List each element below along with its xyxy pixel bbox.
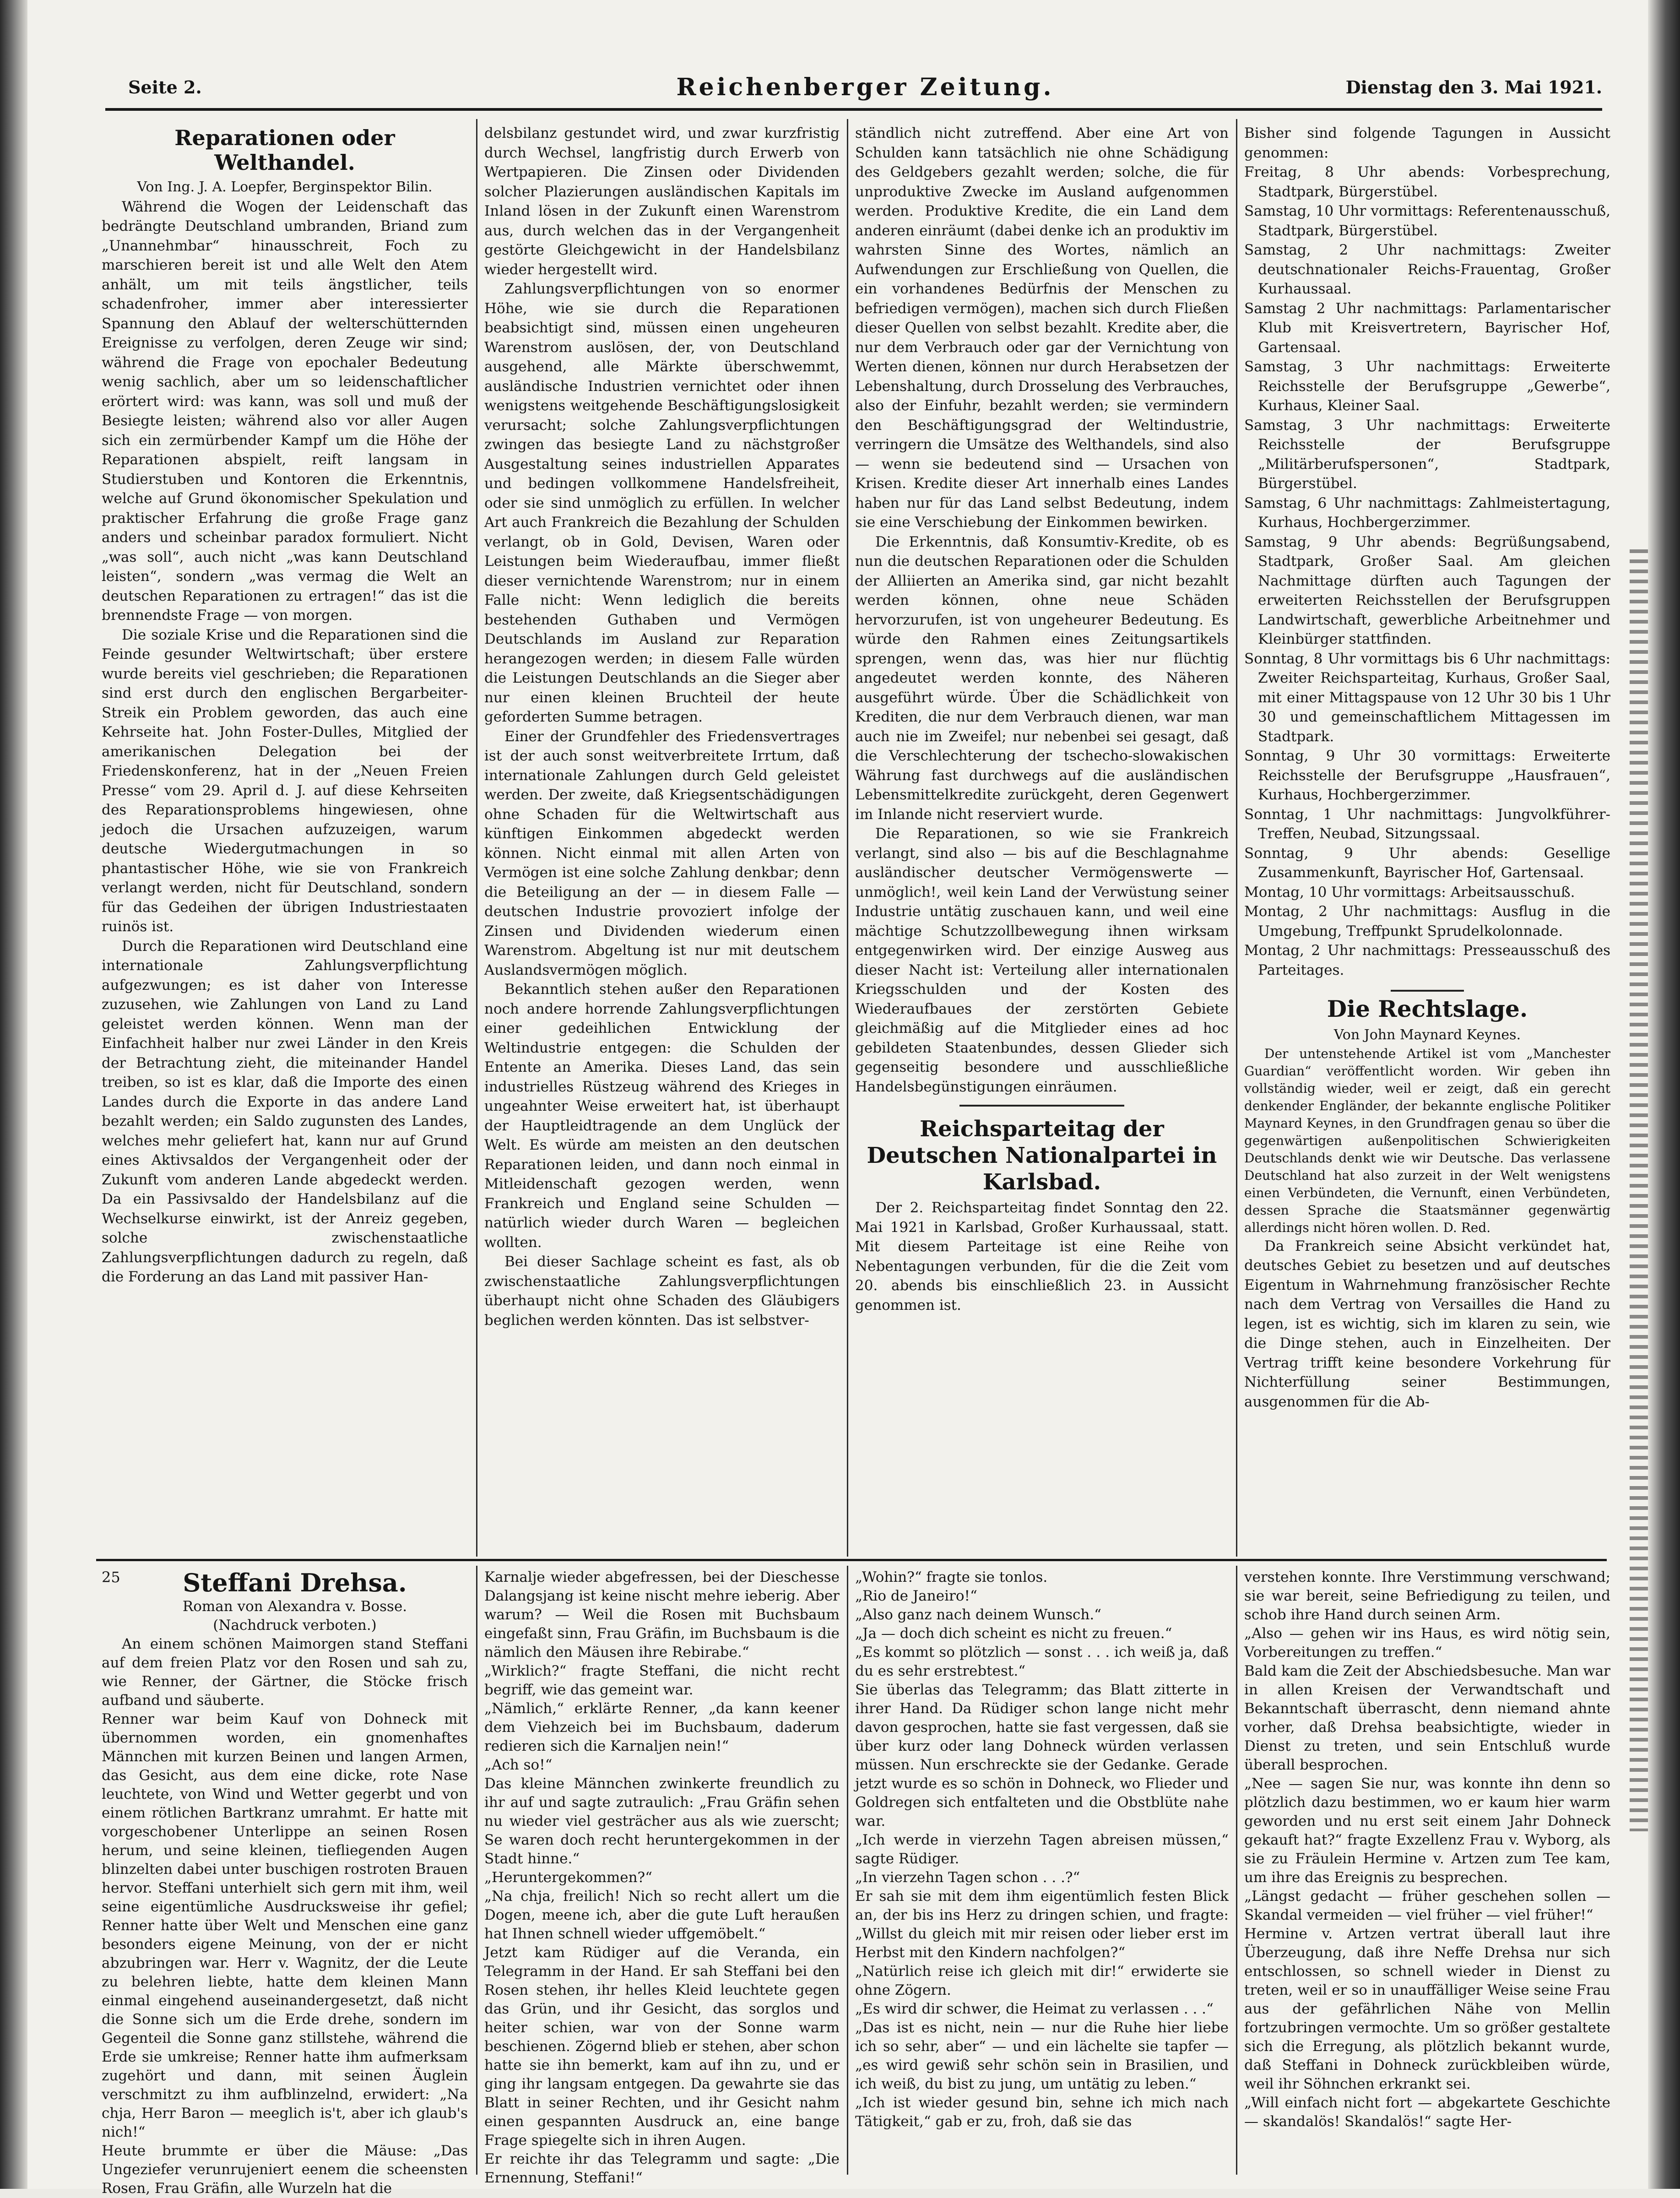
schedule-item: Sonntag, 8 Uhr vormittags bis 6 Uhr nachmittags: Zweiter Reichsparteitag, Kurhaus, Großer Saal, mit einer Mittagspause von 12 Uhr 30 bis 1 Uhr 30 und gemeinschaftlichem Mittagessen im Stadtpark. [1244, 650, 1610, 745]
paragraph: delsbilanz gestundet wird, und zwar kurzfristig durch Wechsel, langfristig durch Erwerb von Wertpapieren. Die Zinsen oder Dividenden solcher Plazierungen ausländischen Kapitals im Inland lösen in der Zukunft einen Warenstrom aus, durch welchen das in der Vergangenheit gestörte Gleichgewicht in der Handelsbilanz wieder hergestellt wird. [484, 125, 840, 278]
novel-column-3 [855, 1568, 1229, 2177]
novel-text: verstehen konnte. Ihre Verstimmung verschwand; sie war bereit, seine Befriedigung zu teilen, und schob ihre Hand durch seinen Arm. „Also — gehen wir ins Haus, es wird nötig sein, Vorbereitungen zu treffen.“ Bald kam die Zeit der Abschiedsbesuche. Man war in allen Kreisen der Verwandtschaft und Bekanntschaft überrascht, denn niemand ahnte vorher, daß Drehsa beabsichtigte, wieder in Dienst zu treten, und sein Entschluß wurde überall besprochen. „Nee — sagen Sie nur, was konnte ihn denn so plötzlich dazu bestimmen, wo er kaum hier warm geworden und nu erst seit einem Jahr Dohneck gekauft hat?“ fragte Exzellenz Frau v. Wyborg, als sie zu Fräulein Hermine v. Artzen zum Tee kam, um ihre das Ereignis zu besprechen. „Längst gedacht — früher geschehen sollen — Skandal vermeiden — viel früher — viel früher!“ Hermine v. Artzen vertrat überall laut ihre Überzeugung, daß ihre Neffe Drehsa nur sich entschlossen, so schnell wieder in Dienst zu treten, weil er so in unauffälliger Weise seine Frau aus der gefährlichen Nähe von Mellin fortzubringen vermochte. Um so größer gestaltete sich die Erregung, als plötzlich bekannt wurde, daß Steffani in Dohneck zurückbleiben würde, weil ihr Söhnchen erkrankt sei. „Will einfach nicht fort — abgekartete Geschichte — skandalös! Skandalös!“ sagte Her- [1244, 1569, 1610, 2130]
article-column-2 [484, 124, 840, 1554]
column-rule [847, 1566, 848, 2175]
paragraph: Die Reparationen, so wie sie Frankreich verlangt, sind also — bis auf die Beschlagnahme ausländischer deutscher Vermögenswerte — unmöglich!, weil kein Land der Verwüstung seiner Industrie untätig zuschauen kann, und weil eine mächtige Schutzzollbewegung ihnen wirksam entgegenwirken wird. Der einzige Ausweg aus dieser Nacht ist: Verteilung aller internationalen Kriegsschulden und der Kosten des Wiederaufbaues der zerstörten Gebiete gleichmäßig auf die Mitglieder eines ad hoc gebildeten Staatenbundes, dessen Glieder sich gegenseitig besondere und ausschließliche Handelsbegünstigungen einräumen. [855, 825, 1229, 1095]
novel-text: An einem schönen Maimorgen stand Steffani auf dem freien Platz vor den Rosen und sah zu, wie Renner, der Gärtner, die Stöcke frisch aufband und säuberte. Renner war beim Kauf von Dohneck mit übernommen worden, ein gnomenhaftes Männchen mit kurzen Beinen und langen Armen, das Gesicht, aus dem eine dicke, rote Nase leuchtete, von Wind und Wetter gegerbt und von einem rötlichen Bartkranz umrahmt. Er hatte mit vorgeschobener Unterlippe an seinen Rosen herum, und seine kleinen, tiefliegenden Augen blinzelten dabei unter buschigen rostroten Brauen hervor. Steffani unterhielt sich gern mit ihm, weil seine eigentümliche Ausdrucksweise ihr gefiel; Renner hatte über Welt und Menschen eine ganz besonders eigene Meinung, von der er nicht abzubringen war. Herr v. Wagnitz, der die Leute zu belehren liebte, hatte dem kleinen Mann einmal eingehend auseinandergesetzt, daß nicht die Sonne sich um die Erde drehe, sondern im Gegenteil die Sonne ganz stillstehe, während die Erde sie umkreise; Renner hatte ihm aufmerksam zugehört und dann, mit seinen Äuglein verschmitzt zu ihm aufblinzelnd, erwidert: „Na chja, Herr Baron — meeglich is't, aber ich glaub's nich!“ Heute brummte er über die Mäuse: „Das Ungeziefer verunrujeniert eenem die scheensten Rosen, Frau Gräfin, alle Wurzeln hat die [102, 1636, 468, 2197]
schedule-intro: Bisher sind folgende Tagungen in Aussicht genommen: [1244, 125, 1610, 161]
novel-author: Roman von Alexandra v. Bosse. [182, 1598, 407, 1615]
schedule-item: Samstag 2 Uhr nachmittags: Parlamentarischer Klub mit Kreisvertretern, Bayrischer Hof, Gartensaal. [1244, 300, 1610, 356]
adjacent-page-bleed [1630, 549, 1648, 1831]
schedule-item: Freitag, 8 Uhr abends: Vorbesprechung, Stadtpark, Bürgerstübel. [1244, 164, 1610, 200]
novel-column-2 [484, 1568, 840, 2186]
paragraph: Einer der Grundfehler des Friedensvertrages ist der auch sonst weitverbreitete Irrtum, daß internationale Zahlungen durch Geld geleistet werden. Der zweite, daß Kriegsentschädigungen ohne Schaden für die Weltwirtschaft aus künftigen Einkommen abgedeckt werden können. Nicht einmal mit allen Arten von Vermögen ist eine solche Zahlung denkbar; denn die Beteiligung an der — in diesem Falle — deutschen Industrie provoziert infolge der Zinsen und Dividenden wiederum einen Warenstrom. Abgeltung ist nur mit deutschem Auslandsvermögen möglich. [484, 728, 840, 978]
schedule-list [1244, 163, 1610, 980]
scan-edge-left [0, 0, 27, 2189]
scan-edge-right [1648, 0, 1680, 2189]
paragraph: Da Frankreich seine Absicht verkündet hat, deutsches Gebiet zu besetzen und auf deutsches Eigentum in Wahrnehmung französischer Rechte nach dem Vertrag von Versailles die Hand zu legen, ist es wichtig, sich im klaren zu sein, wie die Dinge stehen, auch in Einzelheiten. Der Vertrag trifft keine besondere Vorkehrung für Nichterfüllung seiner Bestimmungen, ausgenommen für die Ab- [1244, 1237, 1610, 1410]
paragraph: Die soziale Krise und die Reparationen sind die Feinde gesunder Weltwirtschaft; über erstere wurde bereits viel geschrieben; die Reparationen sind erst durch den englischen Bergarbeiter-Streik ein Problem geworden, das auch eine Kehrseite hat. John Foster-Dulles, Mitglied der amerikanischen Delegation bei der Friedenskonferenz, hat in der „Neuen Freien Presse“ vom 29. April d. J. auf diese Kehrseiten des Reparationsproblems hingewiesen, ohne jedoch die Ursachen aufzuzeigen, warum deutsche Wiedergutmachungen in so phantastischer Höhe, wie sie von Frankreich verlangt werden, nicht für Deutschland, sondern für das Gedeihen der übrigen Industriestaaten ruinös ist. [102, 626, 468, 935]
article-byline: Von John Maynard Keynes. [1333, 1027, 1521, 1043]
article-title: Reparationen oder Welthandel. [174, 125, 395, 175]
article-column-1 [102, 124, 468, 1554]
paragraph: Zahlungsverpflichtungen von so enormer Höhe, wie sie durch die Reparationen beabsichtigt sind, müssen einen ungeheuren Warenstrom auslösen, der, von Deutschland ausgehend, alle Märkte überschwemmt, ausländische Industrien vernichtet oder ihnen wenigstens weitgehende Beschäftigungslosigkeit verursacht; solche Zahlungsverpflichtungen zwingen das besiegte Land zu nächstgroßer Ausgestaltung seines industriellen Apparates und bedingen vollkommene Handelsfreiheit, oder sie sind unmöglich zu erfüllen. In welcher Art auch Frankreich die Bezahlung der Schulden verlangt, ob in Gold, Devisen, Waren oder Leistungen beim Wiederaufbau, immer fließt dieser vernichtende Warenstrom; nur in einem Falle nicht: Wenn lediglich die bereits bestehenden Guthaben und Vermögen Deutschlands im Ausland zur Reparation herangezogen werden; in diesem Falle würden die Leistungen Deutschlands an die Sieger aber nur einen kleinen Bruchteil der heute geforderten Summe betragen. [484, 281, 840, 725]
schedule-item: Montag, 10 Uhr vormittags: Arbeitsausschuß. [1244, 884, 1575, 901]
paragraph: Der 2. Reichsparteitag findet Sonntag den 22. Mai 1921 in Karlsbad, Großer Kurhaussaal, statt. Mit diesem Parteitage ist eine Reihe von Nebentagungen verbunden, für die die Zeit vom 20. abends bis einschließlich 23. in Aussicht genommen ist. [855, 1199, 1229, 1313]
editorial-note: Der untenstehende Artikel ist vom „Manchester Guardian“ veröffentlicht worden. Wir geben ihn vollständig wieder, weil er zeigt, daß ein gerecht denkender Engländer, der bekannte englische Politiker Maynard Keynes, in den Grundfragen genau so über die gegenwärtigen außenpolitischen Schwierigkeiten Deutschlands denkt wie wir Deutsche. Das verlassene Deutschland hat also zurzeit in der Welt wenigstens einen Verbündeten, die Vernunft, einen Verbündeten, dessen Sprache die Staatsmänner gegenwärtig allerdings nicht hören wollen. D. Red. [1244, 1046, 1610, 1235]
column-rule [476, 1566, 477, 2175]
schedule-item: Sonntag, 9 Uhr 30 vormittags: Erweiterte Reichsstelle der Berufsgruppe „Hausfrauen“, Kurhaus, Hochbergerzimmer. [1244, 748, 1610, 803]
schedule-item: Sonntag, 9 Uhr abends: Gesellige Zusammenkunft, Bayrischer Hof, Gartensaal. [1244, 845, 1610, 881]
paragraph: Während die Wogen der Leidenschaft das bedrängte Deutschland umbranden, Briand zum „Unannehmbar“ hinausschreit, Foch zu marschieren bereit ist und alle Welt den Atem anhält, um mit teils ängstlicher, teils schadenfroher, immer aber interessierter Spannung den Ablauf der welterschütternden Ereignisse zu verfolgen, deren Zeuge wir sind; während die Frage von epochaler Bedeutung wenig sachlich, aber um so leidenschaftlicher erörtert wird: was kann, was soll und muß der Besiegte leisten; während also vor aller Augen sich ein zermürbender Kampf um die Höhe der Reparationen abspielt, reift langsam in Studierstuben und Kontoren die Erkenntnis, welche auf Grund ökonomischer Spekulation und praktischer Erfahrung die große Frage ganz anders und scheinbar paradox formuliert. Nicht „was soll“, auch nicht „was kann Deutschland leisten“, sondern „was vermag die Welt an deutschen Reparationen zu ertragen!“ das ist die brennendste Frage — von morgen. [102, 198, 468, 624]
article-title: Die Rechtslage. [1327, 995, 1528, 1022]
schedule-item: Montag, 2 Uhr nachmittags: Ausflug in die Umgebung, Treffpunkt Sprudelkolonnade. [1244, 903, 1610, 939]
schedule-item: Montag, 2 Uhr nachmittags: Presseausschuß des Parteitages. [1244, 942, 1610, 978]
schedule-item: Samstag, 3 Uhr nachmittags: Erweiterte Reichsstelle der Berufsgruppe „Militärberufspersonen“, Stadtpark, Bürgerstübel. [1244, 417, 1610, 492]
schedule-item: Samstag, 9 Uhr abends: Begrüßungsabend, Stadtpark, Großer Saal. Am gleichen Nachmittage dürften auch Tagungen der erweiterten Reichsstellen der Berufsgruppen Landwirtschaft, gewerbliche Arbeitnehmer und Kleinbürger stattfinden. [1244, 533, 1610, 647]
page-number: Seite 2. [128, 77, 202, 98]
installment-number: 25 [102, 1568, 120, 1586]
feuilleton-rule [96, 1559, 1607, 1561]
schedule-item: Sonntag, 1 Uhr nachmittags: Jungvolkführer-Treffen, Neubad, Sitzungssaal. [1244, 806, 1610, 842]
column-rule [847, 119, 848, 1557]
page-header [128, 73, 1602, 105]
novel-column-1 [102, 1568, 468, 2197]
section-rule [1391, 990, 1464, 992]
paragraph: Die Erkenntnis, daß Konsumtiv-Kredite, ob es nun die deutschen Reparationen oder die Schulden der Alliierten an Amerika sind, gar nicht bezahlt werden können, ohne neue Schäden hervorzurufen, ist von ungeheurer Bedeutung. Es würde den Rahmen eines Zeitungsartikels sprengen, wenn das, was hier nur flüchtig angedeutet werden konnte, des Näheren ausgeführt würde. Über die Schädlichkeit von Krediten, die nur dem Verbrauch dienen, war man auch nie im Zweifel; nur nebenbei sei gesagt, daß die Verschlechterung der tschecho-slowakischen Währung fast durchwegs auf die ausländischen Lebensmittelkredite zurückgeht, deren Gegenwert im Inlande nicht reserviert wurde. [855, 533, 1229, 823]
issue-date: Dienstag den 3. Mai 1921. [1345, 77, 1602, 98]
paragraph: Bei dieser Sachlage scheint es fast, als ob zwischenstaatliche Zahlungsverpflichtungen überhaupt nicht ohne Schaden des Gläubigers beglichen werden könnten. Das ist selbstver- [484, 1254, 840, 1329]
reprint-notice: (Nachdruck verboten.) [213, 1617, 377, 1634]
novel-text: Karnalje wieder abgefressen, bei der Dieschesse Dalangsjang ist keine nischt mehre ieberig. Aber warum? — Weil die Rosen mit Buchsbaum eingefaßt sinn, Frau Gräfin, im Buchsbaum is die nämlich den Mäusen ihre Rebirabe.“ „Wirklich?“ fragte Steffani, die nicht recht begriff, wie das gemeint war. „Nämlich,“ erklärte Renner, „da kann keener dem Viehzeich bei im Buchsbaum, daderum redieren sich die Karnaljen nein!“ „Ach so!“ Das kleine Männchen zwinkerte freundlich zu ihr auf und sagte zutraulich: „Frau Gräfin sehen nu wieder viel gesträcher aus als wie zuerscht; Se waren doch recht heruntergekommen in der Stadt hinne.“ „Heruntergekommen?“ „Na chja, freilich! Nich so recht allert um die Dogen, meene ich, aber die gute Luft heraußen hat Ihnen schnell wieder uffgemöbelt.“ Jetzt kam Rüdiger auf die Veranda, ein Telegramm in der Hand. Er sah Steffani bei den Rosen stehen, ihr helles Kleid leuchtete gegen das Grün, und ihr Gesicht, das sorglos und heiter schien, war von der Sonne warm beschienen. Zögernd blieb er stehen, aber schon hatte sie ihn bemerkt, kam auf ihn zu, und er ging ihr langsam entgegen. Da gewahrte sie das Blatt in seiner Rechten, und ihr Gesicht nahm einen gespannten Ausdruck an, eine bange Frage spiegelte sich in ihren Augen. Er reichte ihr das Telegramm und sagte: „Die Ernennung, Steffani!“ [484, 1569, 840, 2186]
column-rule [1236, 1566, 1237, 2175]
schedule-item: Samstag, 10 Uhr vormittags: Referentenausschuß, Stadtpark, Bürgerstübel. [1244, 203, 1610, 239]
column-rule [476, 119, 477, 1557]
schedule-item: Samstag, 6 Uhr nachmittags: Zahlmeistertagung, Kurhaus, Hochbergerzimmer. [1244, 494, 1610, 531]
schedule-item: Samstag, 2 Uhr nachmittags: Zweiter deutschnationaler Reichs-Frauentag, Großer Kurhaussaal. [1244, 242, 1610, 297]
column-rule [1236, 119, 1237, 1557]
schedule-item: Samstag, 3 Uhr nachmittags: Erweiterte Reichsstelle der Berufsgruppe „Gewerbe“, Kurhaus, Kleiner Saal. [1244, 358, 1610, 414]
novel-text: „Wohin?“ fragte sie tonlos. „Rio de Janeiro!“ „Also ganz nach deinem Wunsch.“ „Ja — doch dich scheint es nicht zu freuen.“ „Es kommt so plötzlich — sonst . . . ich weiß ja, daß du es sehr erstrebtest.“ Sie überlas das Telegramm; das Blatt zitterte in ihrer Hand. Da Rüdiger schon lange nicht mehr davon gesprochen, hatte sie fast vergessen, daß sie über kurz oder lang Dohneck würden verlassen müssen. Nun erschreckte sie der Gedanke. Gerade jetzt wurde es so schön in Dohneck, wo Flieder und Goldregen sich entfalteten und die Obstblüte nahe war. „Ich werde in vierzehn Tagen abreisen müssen,“ sagte Rüdiger. „In vierzehn Tagen schon . . .?“ Er sah sie mit dem ihm eigentümlich festen Blick an, der bis ins Herz zu dringen schien, und fragte: „Willst du gleich mit mir reisen oder lieber erst im Herbst mit den Kindern nachfolgen?“ „Natürlich reise ich gleich mit dir!“ erwiderte sie ohne Zögern. „Es wird dir schwer, die Heimat zu verlassen . . .“ „Das ist es nicht, nein — nur die Ruhe hier liebe ich so sehr, aber“ — und ein lächelte sie tapfer — „es wird gewiß sehr schön sein in Brasilien, und ich weiß, du bist zu jung, um untätig zu leben.“ „Ich ist wieder gesund bin, sehne ich mich nach Tätigkeit,“ gab er zu, froh, daß sie das [855, 1569, 1229, 2130]
novel-column-4 [1244, 1568, 1610, 2177]
paragraph: Durch die Reparationen wird Deutschland eine internationale Zahlungsverpflichtung aufgezwungen; es ist daher von Interesse zuzusehen, wie Zahlungen von Land zu Land geleistet werden können. Wenn man der Einfachheit halber nur zwei Länder in den Kreis der Betrachtung zieht, die miteinander Handel treiben, so ist es klar, daß die Importe des einen Landes durch die Exporte in das andere Land bezahlt werden; ein Saldo zugunsten des Landes, welches mehr geliefert hat, kann nur auf Grund eines Aktivsaldos der Vergangenheit oder der Zukunft vom anderen Lande abgedeckt werden. Da ein Passivsaldo der Handelsbilanz auf die Wechselkurse einwirkt, ist der Anreiz gegeben, solche zwischenstaatliche Zahlungsverpflichtungen dadurch zu regeln, daß die Forderung an das Land mit passiver Han- [102, 938, 468, 1285]
novel-title: Steffani Drehsa. [183, 1568, 407, 1597]
article-byline: Von Ing. J. A. Loepfer, Berginspektor Bilin. [137, 179, 433, 195]
section-rule [959, 1105, 1124, 1107]
header-rule [105, 108, 1602, 111]
newspaper-title: Reichenberger Zeitung. [676, 73, 1054, 101]
article-column-3 [855, 124, 1229, 1554]
paragraph: ständlich nicht zutreffend. Aber eine Art von Schulden kann tatsächlich nie ohne Schädigung des Geldgebers gezahlt werden; solche, die für unproduktive Zwecke im Ausland aufgenommen werden. Produktive Kredite, die ein Land dem anderen einräumt (dabei denke ich an produktiv im wahrsten Sinne des Wortes, nämlich an Aufwendungen zur Erschließung von Quellen, die ein vorhandenes Bedürfnis der Menschen zu befriedigen vermögen), machen sich durch Fließen dieser Quellen von selbst bezahlt. Kredite aber, die nur dem Verbrauch oder gar der Vernichtung von Werten dienen, können nur durch Herabsetzen der Lebenshaltung, durch Drosselung des Verbrauches, also der Einfuhr, bezahlt werden; sie vermindern den Beschäftigungsgrad der Weltindustrie, verringern die Umsätze des Welthandels, sind also — wenn sie bedeutend sind — Ursachen von Krisen. Kredite dieser Art innerhalb eines Landes haben nur für das Land selbst Bedeutung, indem sie eine Verschiebung der Einkommen bewirken. [855, 125, 1229, 531]
paragraph: Bekanntlich stehen außer den Reparationen noch andere horrende Zahlungsverpflichtungen einer gedeihlichen Entwicklung der Weltindustrie entgegen: die Schulden der Entente an Amerika. Dieses Land, das sein industrielles Rüstzeug während des Krieges in ungeahnter Weise erweitert hat, ist überhaupt der Hauptleidtragende an dem Unglück der Welt. Es würde am meisten an den deutschen Reparationen leiden, und dann noch einmal in Mitleidenschaft gezogen werden, wenn Frankreich und England seine Schulden — natürlich wieder durch Waren — begleichen wollten. [484, 981, 840, 1251]
article-column-4 [1244, 124, 1610, 1554]
article-title: Reichsparteitag der Deutschen Nationalpartei in Karlsbad. [867, 1116, 1217, 1195]
